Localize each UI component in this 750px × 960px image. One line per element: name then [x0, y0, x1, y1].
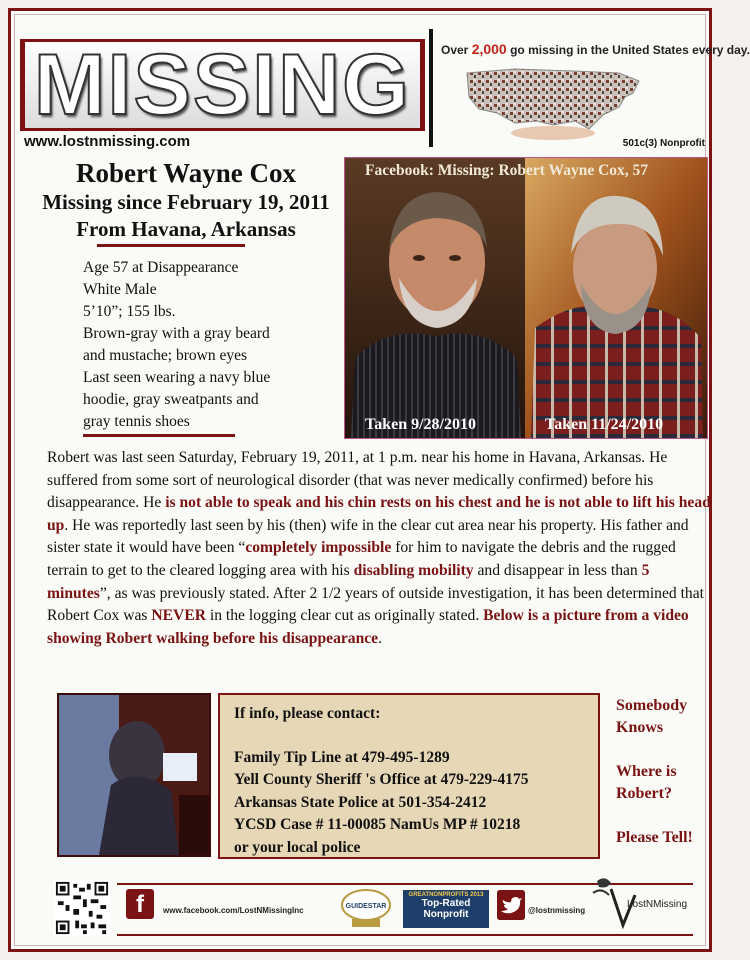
- lostnmissing-logo-text: LostNMissing: [627, 899, 688, 910]
- story-highlight: NEVER: [151, 607, 206, 625]
- heading-underline: [97, 244, 245, 247]
- top-rated-source: GREATNONPROFITS 2013: [408, 892, 484, 898]
- qr-code-icon[interactable]: [53, 880, 111, 936]
- detail-line: Last seen wearing a navy blue: [83, 369, 271, 386]
- plea-line: Please Tell!: [616, 829, 693, 846]
- plea-line: Where is: [616, 763, 677, 780]
- facebook-page-label: Facebook: Missing: Robert Wayne Cox, 57: [365, 162, 649, 179]
- from-location: From Havana, Arkansas: [76, 217, 296, 241]
- detail-line: hoodie, gray sweatpants and: [83, 391, 259, 408]
- detail-line: and mustache; brown eyes: [83, 347, 247, 364]
- tagline-panel: [441, 41, 750, 149]
- person-heading: [25, 157, 347, 247]
- facebook-url[interactable]: www.facebook.com/LostNMissingInc: [163, 906, 304, 915]
- detail-line: 5’10”; 155 lbs.: [83, 303, 176, 320]
- video-still-photo: [57, 693, 211, 857]
- missing-poster: [8, 8, 750, 952]
- plea-line: Robert?: [616, 785, 672, 802]
- photo-caption-left: Taken 9/28/2010: [365, 416, 476, 433]
- tagline-number: 2,000: [471, 41, 507, 57]
- top-rated-line-1: Top-Rated: [421, 898, 471, 909]
- top-rated-badge: [403, 890, 489, 928]
- missing-since: Missing since February 19, 2011: [42, 190, 330, 214]
- twitter-handle[interactable]: @lostnmissing: [528, 906, 586, 915]
- facebook-icon[interactable]: f: [126, 889, 154, 919]
- photo-panel: [344, 157, 708, 439]
- story-highlight: disabling mobility: [353, 561, 474, 579]
- plea-line: Knows: [616, 719, 664, 736]
- person-details: [83, 257, 333, 437]
- detail-line: Brown-gray with a gray beard: [83, 325, 270, 342]
- story-highlight: 5 minutes: [47, 561, 650, 602]
- story-paragraph: Robert was last seen Saturday, February 19, 2011, at 1 p.m. near his home in Havana, Arkansas. He suffered from some sort of neurological disorder (that was never medically confirmed) before his disappearance. He is not able to speak and his chin rests on his chest and he is not able to lift his head up. He was reportedly last seen by his (then) wife in the clear cut area near his property. His father and sister state it would have been “completely impossible for him to navigate the debris and the rugged terrain to get to the cleared logging area with his disabling mobility and disappear in less than 5 minutes”, as was previously stated. After 2 1/2 years of outside investigation, it has been determined that Robert Cox was NEVER in the logging clear cut as originally stated. Below is a picture from a video showing Robert walking before his disappearance.: [47, 449, 711, 647]
- contact-state-police: Arkansas State Police at 501-354-2412: [234, 793, 487, 811]
- footer-divider-bottom: [117, 934, 693, 936]
- contact-case-numbers: YCSD Case # 11-00085 NamUs MP # 10218: [234, 816, 521, 834]
- banner-title-box: [25, 37, 420, 133]
- story-highlight: Below is a picture from a video showing Robert walking before his disappearance: [47, 607, 689, 647]
- header-divider: [429, 29, 433, 147]
- plea-line: Somebody: [616, 697, 688, 714]
- contact-family-tip-line: Family Tip Line at 479-495-1289: [234, 748, 450, 766]
- photo-caption-right: Taken 11/24/2010: [545, 416, 664, 433]
- contact-sheriff-office: Yell County Sheriff 's Office at 479-229-4175: [234, 771, 529, 789]
- us-map-photo-collage-icon: [453, 63, 653, 141]
- portrait-photos: [345, 158, 707, 438]
- story-highlight: completely impossible: [245, 539, 392, 557]
- detail-line: White Male: [83, 281, 157, 298]
- details-underline: [83, 434, 235, 437]
- banner-title: MISSING: [33, 37, 412, 133]
- contact-local-police: or your local police: [234, 838, 361, 856]
- plea-text: [616, 695, 712, 849]
- guidestar-badge-icon: [339, 887, 393, 929]
- top-rated-line-2: Nonprofit: [423, 909, 469, 920]
- contact-box: [218, 693, 600, 859]
- story-highlight: is not able to speak and his chin rests on his chest and he is not able to lift his head up: [47, 494, 711, 534]
- tagline: Over 2,000 go missing in the United States every day.: [441, 41, 750, 57]
- video-frame-image: [59, 695, 209, 855]
- nonprofit-label: 501c(3) Nonprofit: [622, 138, 705, 149]
- contact-title: If info, please contact:: [234, 705, 381, 722]
- guidestar-label: GUIDESTAR: [345, 903, 387, 910]
- person-name: Robert Wayne Cox: [76, 158, 296, 188]
- missing-banner: [20, 29, 425, 150]
- detail-line: Age 57 at Disappearance: [83, 259, 239, 276]
- website-link[interactable]: www.lostnmissing.com: [24, 133, 191, 150]
- detail-line: gray tennis shoes: [83, 413, 190, 430]
- twitter-icon[interactable]: [497, 890, 525, 920]
